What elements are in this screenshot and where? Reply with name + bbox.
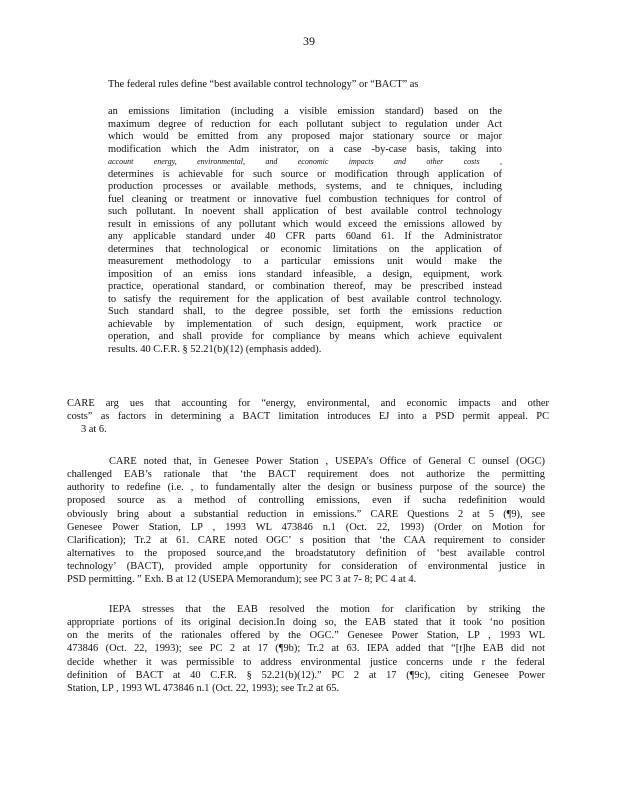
- quote-line: modification which the Adm inistrator, on a case -by-case basis, taking into: [108, 143, 502, 155]
- quote-line: achievable by implementation of such design, equipment, work practice or: [108, 318, 502, 330]
- quote-line: result in emissions of any pollutant which would exceed the emissions allowed by: [108, 218, 502, 230]
- quote-line: imposition of an emiss ions standard infeasible, a design, equipment, work: [108, 268, 502, 280]
- quote-line: determines that technological or economic limitations on the application of: [108, 243, 502, 255]
- paragraph-line: CARE noted that, in Genesee Power Station , USEPA’s Office of General C ounsel (OGC): [109, 456, 545, 467]
- paragraph-line: definition of BACT at 40 C.F.R. § 52.21(b)(12).” PC 2 at 17 (¶9c), citing Genesee Power: [67, 669, 545, 681]
- quote-line: determines is achievable for such source or modification through application of: [108, 168, 502, 180]
- intro-line: The federal rules define “best available control technology” or “BACT” as: [108, 79, 419, 90]
- quote-line-emphasis: account energy, environmental, and economic impacts and other costs ,: [108, 157, 502, 166]
- paragraph-line: obviously bring about a substantial reduction in emissions.” CARE Questions 2 at 5 (¶9), see: [67, 508, 545, 520]
- paragraph-line: on the merits of the rationales offered by the OGC.” Genesee Power Station, LP , 1993 WL: [67, 630, 545, 642]
- page-number: 39: [303, 34, 315, 48]
- quote-line: results. 40 C.F.R. § 52.21(b)(12) (emphasis added).: [108, 343, 322, 355]
- care-noted-paragraph: [67, 455, 545, 586]
- paragraph-line: 473846 (Oct. 22, 1993); see PC 2 at 17 (¶9b); Tr.2 at 63. IEPA added that “[t]he EAB did not: [67, 643, 545, 655]
- paragraph-line: IEPA stresses that the EAB resolved the motion for clarification by striking the: [109, 604, 545, 615]
- quote-line: practice, operational standard, or combination thereof, may be prescribed instead: [108, 281, 502, 292]
- paragraph-line: PSD permitting. ” Exh. B at 12 (USEPA Memorandum); see PC 3 at 7- 8; PC 4 at 4.: [67, 574, 417, 586]
- care-argument-paragraph: [67, 397, 549, 436]
- block-quote: [108, 106, 502, 356]
- paragraph-line: alternatives to the proposed source,and the broadstatutory definition of ‘best available control: [67, 547, 545, 559]
- paragraph-line: CARE arg ues that accounting for “energy, environmental, and economic impacts and other: [67, 398, 549, 409]
- quote-line: operation, and shall provide for compliance by means which achieve equivalent: [108, 331, 502, 342]
- quote-line: maximum degree of reduction for each pollutant subject to regulation under Act: [108, 118, 502, 130]
- paragraph-line: authority to redefine (i.e. , to fundamentally alter the design or business purpose of the source) the: [67, 482, 545, 494]
- iepa-paragraph: [67, 603, 545, 695]
- paragraph-line: appropriate portions of its original decision.In doing so, the EAB stated that it took ‘no position: [67, 617, 545, 629]
- paragraph-line: Clarification); Tr.2 at 61. CARE noted OGC’ s position that ‘the CAA requirement to consider: [67, 534, 545, 546]
- quote-line: Such standard shall, to the degree possible, set forth the emissions reduction: [108, 306, 502, 317]
- quote-line: any applicable standard under 40 CFR parts 60and 61. If the Administrator: [108, 231, 502, 242]
- paragraph-line: proposed source as a method of controlling emissions, even if sucha redefinition would: [67, 495, 545, 507]
- paragraph-line: Genesee Power Station, LP , 1993 WL 473846 n.1 (Oct. 22, 1993) (Order on Motion for: [67, 521, 545, 533]
- quote-line: to satisfy the requirement for the application of best available control technology.: [108, 293, 502, 305]
- paragraph-line: technology’ (BACT), provided ample opportunity for consideration of environmental justice in: [67, 561, 545, 573]
- quote-line: such pollutant. In noevent shall application of best available control technology: [108, 206, 502, 217]
- quote-line: production processes or available methods, systems, and te chniques, including: [108, 181, 502, 192]
- paragraph-line: Station, LP , 1993 WL 473846 n.1 (Oct. 22, 1993); see Tr.2 at 65.: [67, 682, 340, 694]
- quote-line: measurement methodology to a particular emissions unit would make the: [108, 256, 502, 267]
- paragraph-line: decide whether it was permissible to address environmental justice concerns unde r the federal: [67, 656, 545, 668]
- paragraph-line: costs” as factors in determining a BACT limitation introduces EJ into a PSD permit appeal. PC: [67, 411, 549, 423]
- quote-line: an emissions limitation (including a visible emission standard) based on the: [108, 106, 502, 117]
- quote-line: fuel cleaning or treatment or innovative fuel combustion techniques for control of: [108, 193, 502, 205]
- paragraph-line: 3 at 6.: [81, 424, 107, 436]
- paragraph-line: challenged EAB’s rationale that ‘the BACT requirement does not authorize the permitting: [67, 469, 545, 481]
- quote-line: which would be emitted from any proposed major stationary source or major: [108, 131, 502, 142]
- intro-paragraph: [108, 78, 470, 91]
